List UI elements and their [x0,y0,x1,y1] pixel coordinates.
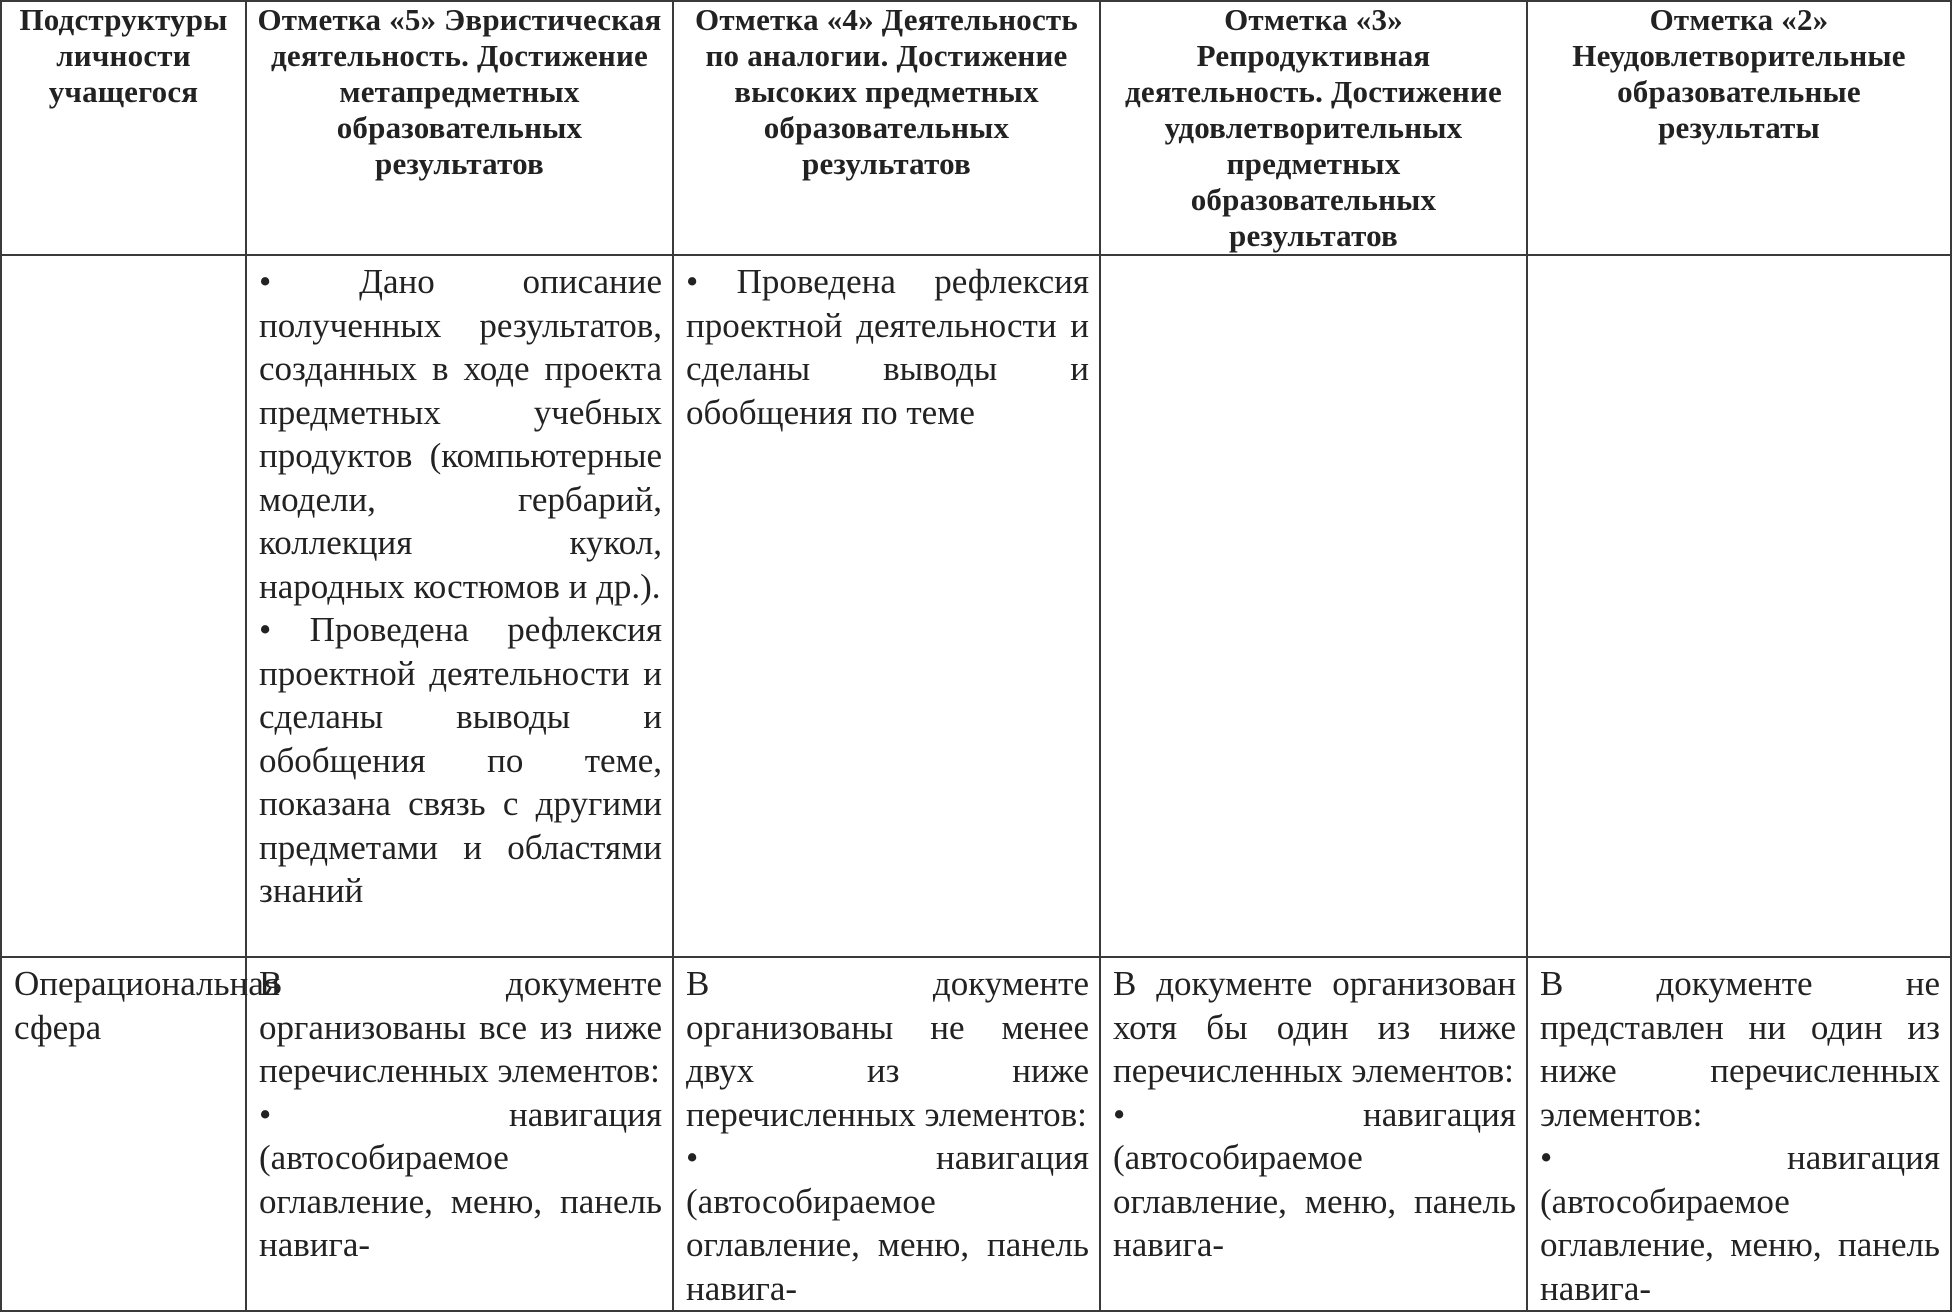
header-col4-text: Отметка «3» Репродуктивная деятельность. Достижение удовлетворительных предметных образовательных результатов [1124,2,1502,253]
row1-col3-item1: • Проведена рефлексия проектной деятельности и сделаны выводы и обобщения по теме [686,262,1089,432]
row1-col5-text [1528,256,1950,260]
row2-col4-item1: • навигация (автособираемое оглавление, меню, панель навига- [1113,1094,1516,1264]
row1-grade-4-cell [673,255,1100,957]
header-col1-text: Подструктуры личности учащегося [19,2,228,109]
header-grade-4 [673,1,1100,255]
row1-col2-item1: • Дано описание полученных результатов, созданных в ходе проекта предметных учебных продуктов (компьютерные модели, гербарий, коллекция кукол, народных костюмов и др.). [259,262,662,606]
row1-grade-3-cell [1100,255,1527,957]
header-substructures [1,1,246,255]
row2-grade-3-cell [1100,957,1527,1311]
header-col2-text: Отметка «5» Эвристическая деятельность. Достижение метапредметных образовательных результатов [257,2,662,181]
table-row [1,957,1951,1311]
row2-col5-lead: В документе не представлен ни один из ниже перечисленных элементов: [1540,964,1940,1134]
row1-col4-text [1101,256,1526,260]
row2-col2-lead: В документе организованы все из ниже перечисленных элементов: [259,964,662,1090]
header-col3-text: Отметка «4» Деятельность по аналогии. Достижение высоких предметных образовательных результатов [695,2,1078,181]
row2-grade-5-cell [246,957,673,1311]
row1-grade-5-cell [246,255,673,957]
row2-col3-lead: В документе организованы не менее двух из ниже перечисленных элементов: [686,964,1089,1134]
header-grade-2 [1527,1,1951,255]
row1-substructure-cell [1,255,246,957]
table-header-row [1,1,1951,255]
table-row [1,255,1951,957]
row1-col1-text [2,256,245,260]
row2-col5-item1: • навигация (автособираемое оглавление, меню, панель навига- [1540,1138,1940,1308]
row2-substructure-cell [1,957,280,1311]
row1-grade-2-cell [1527,255,1951,957]
header-col5-text: Отметка «2» Неудовлетворительные образовательные результаты [1572,2,1906,145]
row2-col1-text: Операциональная сфера [14,964,280,1047]
row2-col3-item1: • навигация (автособираемое оглавление, меню, панель навига- [686,1138,1089,1308]
row2-grade-2-cell [1527,957,1951,1311]
row2-grade-4-cell [673,957,1100,1311]
header-grade-5 [246,1,673,255]
row2-col4-lead: В документе организован хотя бы один из ниже перечисленных элементов: [1113,964,1516,1090]
header-grade-3 [1100,1,1527,255]
row1-col2-item2: • Проведена рефлексия проектной деятельности и сделаны выводы и обобщения по теме, показана связь с другими предметами и областями знаний [259,610,662,910]
row2-col2-item1: • навигация (автособираемое оглавление, меню, панель навига- [259,1094,662,1264]
